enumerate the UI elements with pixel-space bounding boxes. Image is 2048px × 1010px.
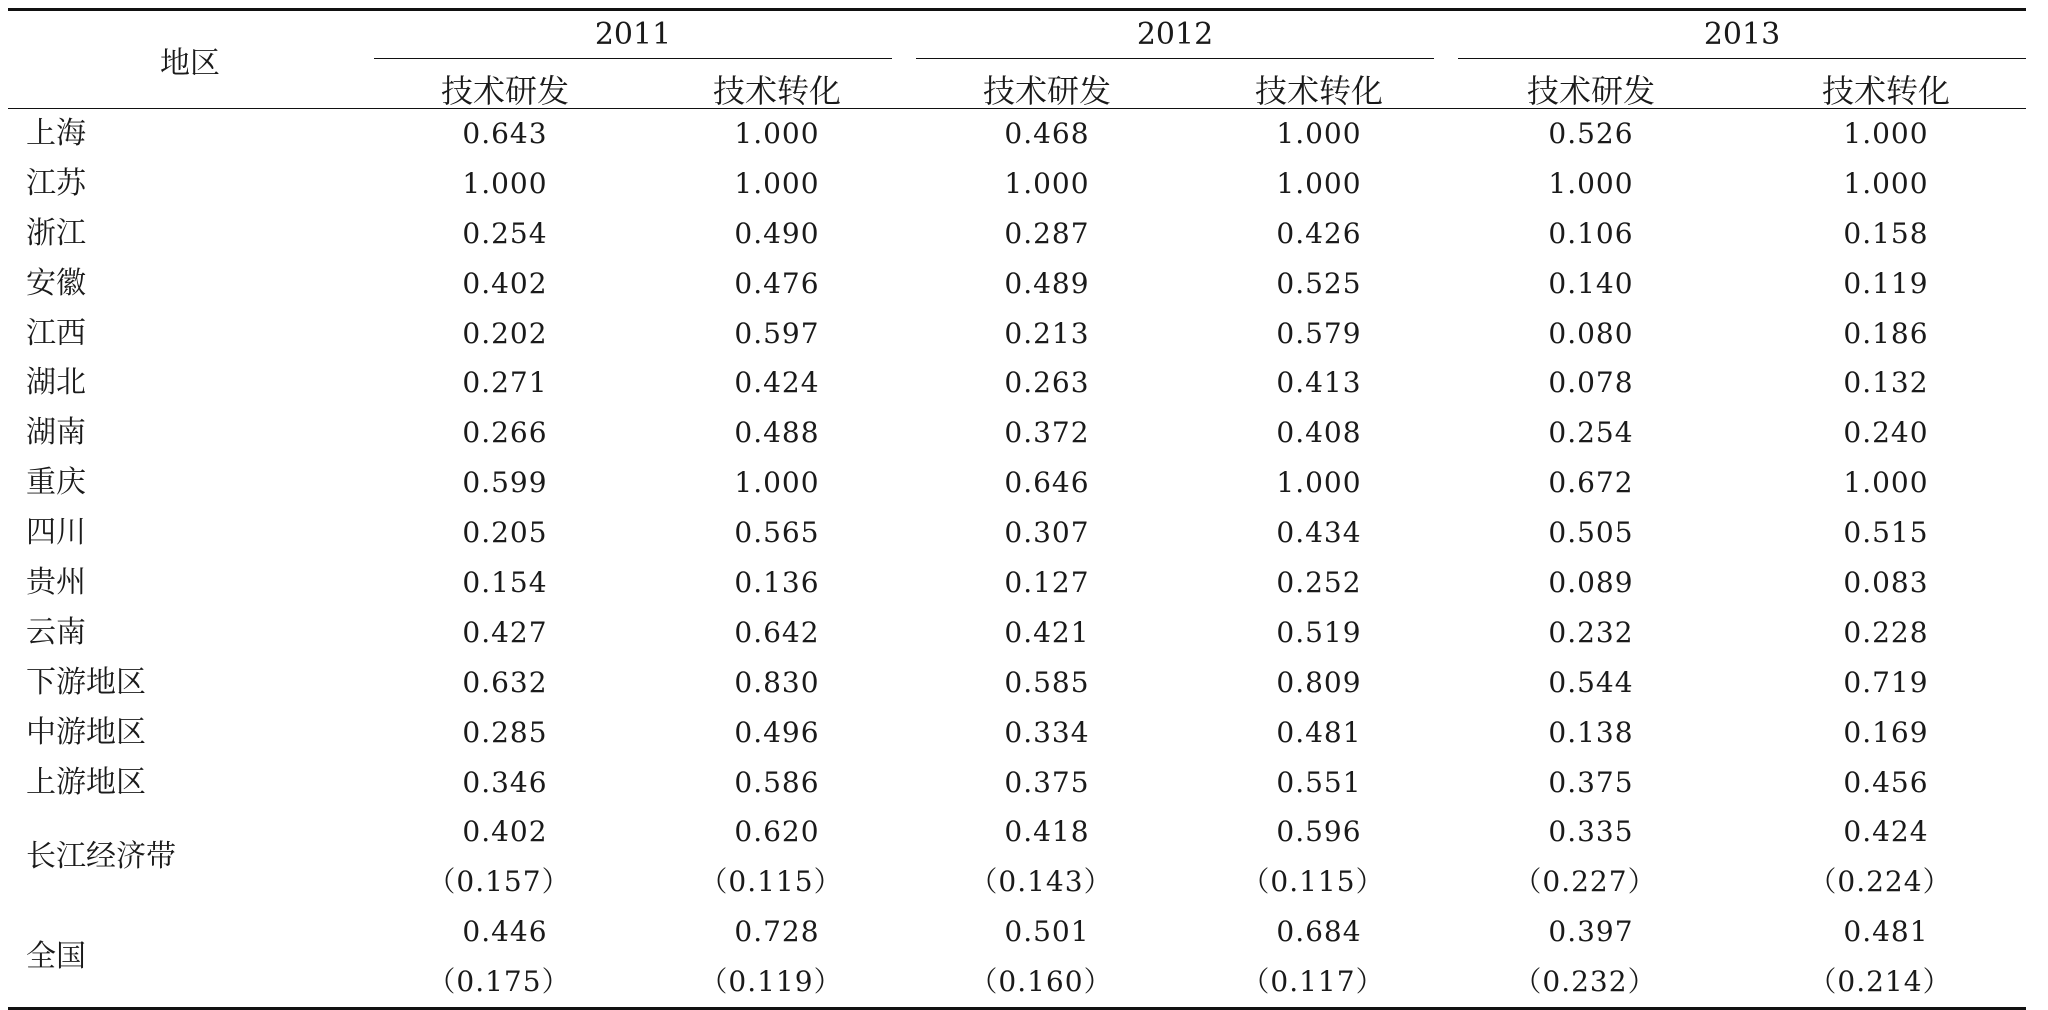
table-row (8, 309, 2026, 359)
std-dev-cell: （0.175） (427, 965, 571, 999)
table-row (8, 558, 2026, 608)
value-cell: 0.551 (1276, 765, 1362, 799)
value-cell: 0.263 (1004, 366, 1090, 400)
value-cell: 0.421 (1004, 615, 1090, 649)
value-cell: 0.830 (734, 665, 820, 699)
value-cell: 0.252 (1276, 566, 1362, 600)
value-cell: 1.000 (1843, 466, 1929, 500)
std-dev-cell: （0.232） (1513, 965, 1657, 999)
subheader-tt-2013: 技术转化 (1821, 72, 1950, 110)
table-row (8, 259, 2026, 309)
subheader-row (8, 58, 2026, 108)
value-cell: 0.427 (462, 615, 548, 649)
value-cell: 0.240 (1843, 416, 1929, 450)
value-cell: 1.000 (1843, 117, 1929, 150)
std-dev-cell: （0.117） (1241, 965, 1385, 999)
value-cell: 0.232 (1548, 615, 1634, 649)
table-row (8, 807, 2026, 907)
value-cell: 1.000 (1004, 166, 1090, 200)
row-region-label: 湖南 (26, 415, 86, 451)
value-cell: 0.186 (1843, 316, 1929, 350)
std-dev-cell: （0.160） (969, 965, 1113, 999)
value-cell: 0.334 (1004, 715, 1090, 749)
value-cell: 0.205 (462, 516, 548, 550)
value-cell: 0.501 (1004, 915, 1090, 949)
value-cell: 0.418 (1004, 815, 1090, 849)
value-cell: 0.158 (1843, 216, 1929, 250)
table-row (8, 907, 2026, 1007)
value-cell: 0.106 (1548, 216, 1634, 250)
std-dev-cell: （0.157） (427, 865, 571, 899)
std-dev-cell: （0.115） (1241, 865, 1385, 899)
value-cell: 0.481 (1276, 715, 1362, 749)
year-header-2012: 2012 (1136, 17, 1214, 52)
value-cell: 0.254 (462, 216, 548, 250)
value-cell: 0.169 (1843, 715, 1929, 749)
value-cell: 0.228 (1843, 615, 1929, 649)
table-row (8, 708, 2026, 758)
value-cell: 0.525 (1276, 266, 1362, 300)
std-dev-cell: （0.224） (1808, 865, 1952, 899)
value-cell: 0.809 (1276, 665, 1362, 699)
table-row (8, 358, 2026, 408)
value-cell: 0.136 (734, 566, 820, 600)
year-header-2011: 2011 (594, 17, 672, 52)
std-dev-cell: （0.214） (1808, 965, 1952, 999)
value-cell: 1.000 (1276, 166, 1362, 200)
value-cell: 0.127 (1004, 566, 1090, 600)
table-row (8, 209, 2026, 259)
table-row (8, 109, 2026, 159)
year-header-row (8, 11, 2026, 58)
row-region-label: 重庆 (26, 465, 86, 501)
value-cell: 0.375 (1548, 765, 1634, 799)
value-cell: 0.287 (1004, 216, 1090, 250)
std-dev-cell: （0.227） (1513, 865, 1657, 899)
value-cell: 0.596 (1276, 815, 1362, 849)
value-cell: 0.490 (734, 216, 820, 250)
value-cell: 1.000 (734, 166, 820, 200)
value-cell: 0.154 (462, 566, 548, 600)
table-row (8, 608, 2026, 658)
row-region-label: 安徽 (26, 265, 86, 301)
subheader-tt-2011: 技术转化 (712, 72, 841, 110)
value-cell: 0.719 (1843, 665, 1929, 699)
value-cell: 0.496 (734, 715, 820, 749)
value-cell: 0.515 (1843, 516, 1929, 550)
value-cell: 0.642 (734, 615, 820, 649)
value-cell: 0.372 (1004, 416, 1090, 450)
value-cell: 0.544 (1548, 665, 1634, 699)
value-cell: 0.346 (462, 765, 548, 799)
value-cell: 1.000 (1843, 166, 1929, 200)
value-cell: 0.426 (1276, 216, 1362, 250)
row-region-label: 云南 (26, 614, 86, 650)
value-cell: 0.489 (1004, 266, 1090, 300)
value-cell: 0.646 (1004, 466, 1090, 500)
value-cell: 0.138 (1548, 715, 1634, 749)
value-cell: 0.620 (734, 815, 820, 849)
table-row (8, 159, 2026, 209)
table-row (8, 658, 2026, 708)
year-header-2013: 2013 (1703, 17, 1781, 52)
value-cell: 0.397 (1548, 915, 1634, 949)
value-cell: 0.643 (462, 117, 548, 150)
value-cell: 0.632 (462, 665, 548, 699)
value-cell: 0.456 (1843, 765, 1929, 799)
value-cell: 0.586 (734, 765, 820, 799)
value-cell: 0.089 (1548, 566, 1634, 600)
value-cell: 0.083 (1843, 566, 1929, 600)
row-region-label: 江苏 (26, 165, 86, 201)
value-cell: 0.119 (1843, 266, 1929, 300)
table-row (8, 458, 2026, 508)
table-header (8, 11, 2026, 108)
value-cell: 0.402 (462, 266, 548, 300)
subheader-tt-2012: 技术转化 (1254, 72, 1383, 110)
value-cell: 0.434 (1276, 516, 1362, 550)
value-cell: 0.307 (1004, 516, 1090, 550)
value-cell: 0.476 (734, 266, 820, 300)
value-cell: 0.481 (1843, 915, 1929, 949)
value-cell: 0.285 (462, 715, 548, 749)
value-cell: 1.000 (734, 117, 820, 150)
value-cell: 1.000 (462, 166, 548, 200)
row-region-label: 贵州 (26, 565, 86, 601)
value-cell: 0.728 (734, 915, 820, 949)
row-region-label: 四川 (26, 515, 86, 551)
row-region-label: 长江经济带 (26, 839, 176, 875)
value-cell: 0.585 (1004, 665, 1090, 699)
table-row (8, 758, 2026, 808)
value-cell: 0.408 (1276, 416, 1362, 450)
row-region-label: 上海 (26, 116, 86, 151)
efficiency-table (8, 8, 2026, 1010)
value-cell: 1.000 (734, 466, 820, 500)
value-cell: 0.080 (1548, 316, 1634, 350)
row-region-label: 全国 (26, 939, 86, 975)
value-cell: 0.271 (462, 366, 548, 400)
value-cell: 0.424 (1843, 815, 1929, 849)
value-cell: 0.266 (462, 416, 548, 450)
value-cell: 0.599 (462, 466, 548, 500)
value-cell: 0.140 (1548, 266, 1634, 300)
value-cell: 0.519 (1276, 615, 1362, 649)
subheader-rd-2012: 技术研发 (982, 72, 1111, 110)
value-cell: 0.446 (462, 915, 548, 949)
subheader-rd-2013: 技术研发 (1526, 72, 1655, 110)
value-cell: 1.000 (1276, 117, 1362, 150)
row-region-label: 上游地区 (26, 764, 146, 800)
value-cell: 0.488 (734, 416, 820, 450)
row-region-label: 江西 (26, 315, 86, 351)
row-region-label: 下游地区 (26, 664, 146, 700)
value-cell: 0.424 (734, 366, 820, 400)
value-cell: 0.468 (1004, 117, 1090, 150)
table-row (8, 508, 2026, 558)
value-cell: 0.672 (1548, 466, 1634, 500)
value-cell: 0.213 (1004, 316, 1090, 350)
value-cell: 0.684 (1276, 915, 1362, 949)
value-cell: 0.335 (1548, 815, 1634, 849)
value-cell: 0.413 (1276, 366, 1362, 400)
value-cell: 1.000 (1548, 166, 1634, 200)
subheader-rd-2011: 技术研发 (440, 72, 569, 110)
value-cell: 0.078 (1548, 366, 1634, 400)
value-cell: 0.526 (1548, 117, 1634, 150)
row-region-label: 湖北 (26, 365, 86, 401)
std-dev-cell: （0.119） (699, 965, 843, 999)
value-cell: 0.565 (734, 516, 820, 550)
value-cell: 1.000 (1276, 466, 1362, 500)
value-cell: 0.375 (1004, 765, 1090, 799)
table-row (8, 408, 2026, 458)
std-dev-cell: （0.143） (969, 865, 1113, 899)
value-cell: 0.579 (1276, 316, 1362, 350)
value-cell: 0.597 (734, 316, 820, 350)
row-region-label: 中游地区 (26, 714, 146, 750)
value-cell: 0.402 (462, 815, 548, 849)
value-cell: 0.202 (462, 316, 548, 350)
std-dev-cell: （0.115） (699, 865, 843, 899)
value-cell: 0.505 (1548, 516, 1634, 550)
table-body (8, 109, 2026, 1007)
region-column-header: 地区 (160, 45, 220, 81)
value-cell: 0.132 (1843, 366, 1929, 400)
value-cell: 0.254 (1548, 416, 1634, 450)
row-region-label: 浙江 (26, 215, 86, 251)
